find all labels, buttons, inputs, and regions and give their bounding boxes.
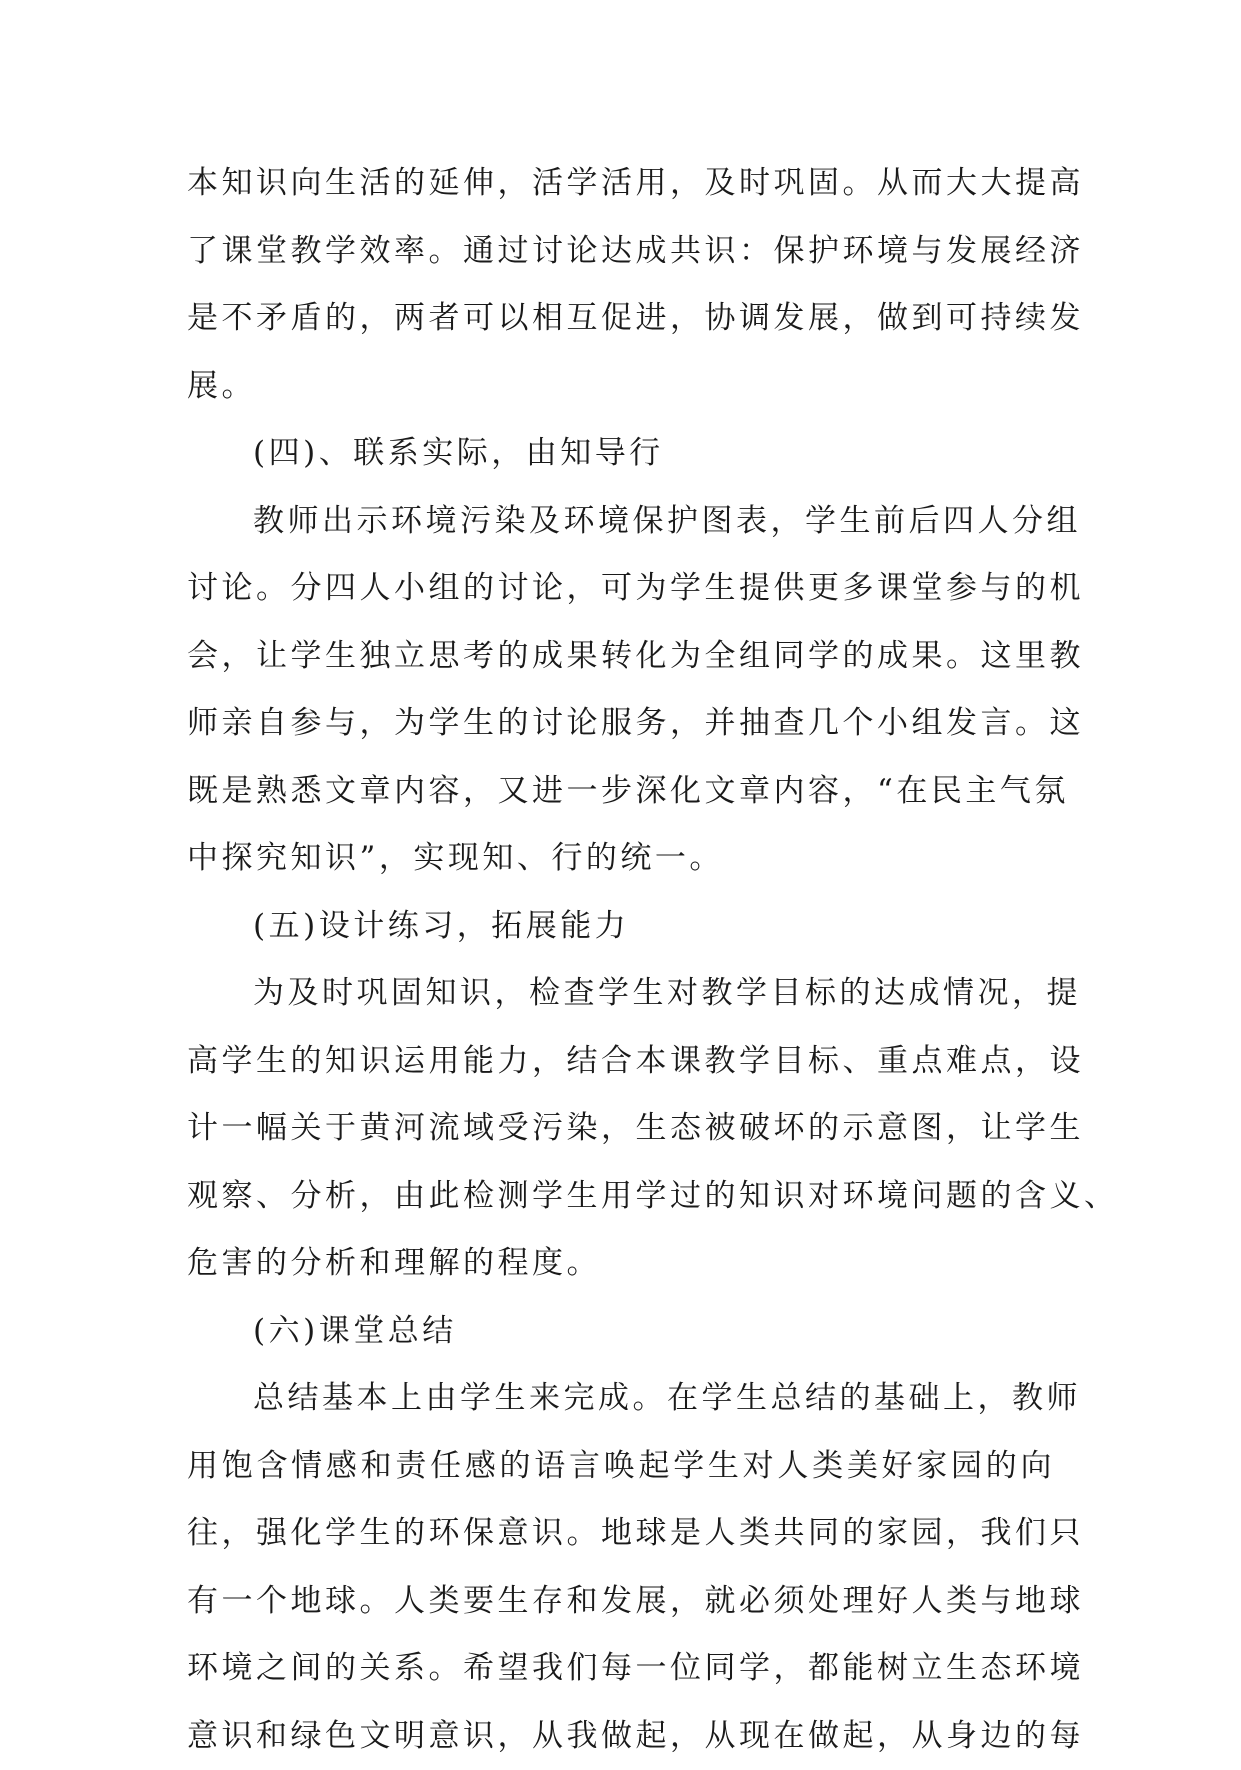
- text-line: 讨论。分四人小组的讨论，可为学生提供更多课堂参与的机: [187, 555, 1055, 623]
- text-line: 了课堂教学效率。通过讨论达成共识：保护环境与发展经济: [187, 218, 1055, 286]
- text-line: 展。: [187, 353, 1055, 421]
- section-heading-4: (四)、联系实际，由知导行: [187, 420, 1055, 488]
- text-line: 是不矛盾的，两者可以相互促进，协调发展，做到可持续发: [187, 285, 1055, 353]
- text-line: 观察、分析，由此检测学生用学过的知识对环境问题的含义、: [187, 1163, 1055, 1231]
- section-heading-5: (五)设计练习，拓展能力: [187, 893, 1055, 961]
- text-line: 总结基本上由学生来完成。在学生总结的基础上，教师: [187, 1365, 1055, 1433]
- text-line: 有一个地球。人类要生存和发展，就必须处理好人类与地球: [187, 1568, 1055, 1636]
- text-line: 计一幅关于黄河流域受污染，生态被破坏的示意图，让学生: [187, 1095, 1055, 1163]
- text-line: 本知识向生活的延伸，活学活用，及时巩固。从而大大提高: [187, 150, 1055, 218]
- section-heading-6: (六)课堂总结: [187, 1298, 1055, 1366]
- text-line: 高学生的知识运用能力，结合本课教学目标、重点难点，设: [187, 1028, 1055, 1096]
- text-line: 为及时巩固知识，检查学生对教学目标的达成情况，提: [187, 960, 1055, 1028]
- text-line: 教师出示环境污染及环境保护图表，学生前后四人分组: [187, 488, 1055, 556]
- text-line: 往，强化学生的环保意识。地球是人类共同的家园，我们只: [187, 1500, 1055, 1568]
- text-line: 环境之间的关系。希望我们每一位同学，都能树立生态环境: [187, 1635, 1055, 1703]
- text-line: 意识和绿色文明意识，从我做起，从现在做起，从身边的每: [187, 1703, 1055, 1770]
- text-line: 中探究知识”，实现知、行的统一。: [187, 825, 1055, 893]
- text-line: 用饱含情感和责任感的语言唤起学生对人类美好家园的向: [187, 1433, 1055, 1501]
- text-line: 既是熟悉文章内容，又进一步深化文章内容，“在民主气氛: [187, 758, 1055, 826]
- text-line: 会，让学生独立思考的成果转化为全组同学的成果。这里教: [187, 623, 1055, 691]
- text-line: 危害的分析和理解的程度。: [187, 1230, 1055, 1298]
- body-text: [187, 150, 1055, 1770]
- text-line: 师亲自参与，为学生的讨论服务，并抽查几个小组发言。这: [187, 690, 1055, 758]
